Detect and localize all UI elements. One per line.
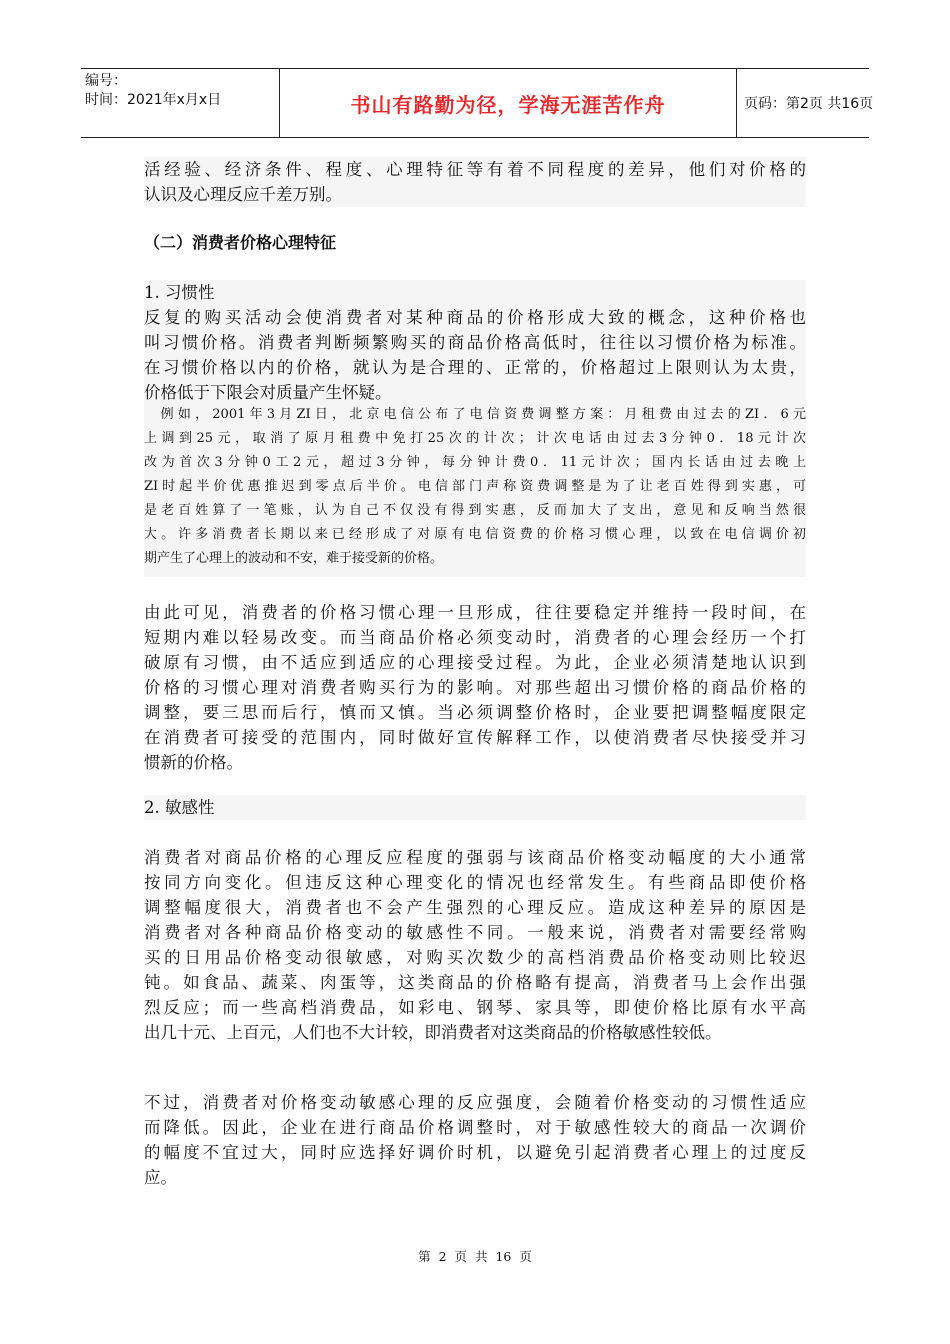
text-line: 认识及心理反应千差万别。 — [144, 185, 342, 204]
text-line: 按同方向变化。但违反这种心理变化的情况也经常发生。有些商品即使价格 — [144, 873, 806, 892]
text-line: 出几十元、上百元，人们也不大计较，即消费者对这类商品的价格敏感性较低。 — [144, 1023, 722, 1042]
text-line: 不过，消费者对价格变动敏感心理的反应强度，会随着价格变动的习惯性适应 — [144, 1093, 806, 1112]
text-line: 的幅度不宜过大，同时应选择好调价时机，以避免引起消费者心理上的过度反 — [144, 1143, 806, 1162]
text-line: 买的日用品价格变动很敏感，对购买次数少的高档消费品价格变动则比较迟 — [144, 948, 806, 967]
page-footer: 第 2 页 共 16 页 — [418, 1249, 532, 1264]
text-line: 烈反应；而一些高档消费品，如彩电、钢琴、家具等，即使价格比原有水平高 — [144, 998, 806, 1017]
page-header — [81, 68, 874, 138]
text-line: 钝。如食品、蔬菜、肉蛋等，这类商品的价格略有提高，消费者马上会作出强 — [144, 973, 806, 992]
text-line: 由此可见，消费者的价格习惯心理一旦形成，往往要稳定并维持一段时间，在 — [144, 603, 806, 622]
text-line: 期产生了心理上的波动和不安，难于接受新的价格。 — [144, 551, 444, 566]
text-line: 活经验、经济条件、程度、心理特征等有着不同程度的差异，他们对价格的 — [144, 160, 806, 179]
text-line: 消费者对各种商品价格变动的敏感性不同。一般来说，消费者对需要经常购 — [144, 923, 806, 942]
text-line: 破原有习惯，由不适应到适应的心理接受过程。为此，企业必须清楚地认识到 — [144, 653, 806, 672]
header-motto: 书山有路勤为径，学海无涯苦作舟 — [350, 92, 666, 117]
subsection-title-sensitivity: 2. 敏感性 — [144, 795, 806, 820]
subsection-title-habit: 1. 习惯性 — [144, 283, 215, 302]
habit-conclusion — [144, 600, 806, 775]
text-line: 惯新的价格。 — [144, 753, 243, 772]
text-line: 反复的购买活动会使消费者对某种商品的价格形成大致的概念，这种价格也 — [144, 308, 806, 327]
text-line: 消费者对商品价格的心理反应程度的强弱与该商品价格变动幅度的大小通常 — [144, 848, 806, 867]
text-line: 叫习惯价格。消费者判断频繁购买的商品价格高低时，往往以习惯价格为标准。 — [144, 333, 806, 352]
header-page-info: 页码：第2页 共16页 — [744, 96, 874, 112]
text-line: 上调到25元，取消了原月租费中免打25次的计次；计次电话由过去3分钟0．18元计次 — [144, 431, 806, 446]
text-line: 价格低于下限会对质量产生怀疑。 — [144, 383, 392, 402]
text-line: 在消费者可接受的范围内，同时做好宣传解释工作，以使消费者尽快接受并习 — [144, 728, 806, 747]
text-line: 大。许多消费者长期以来已经形成了对原有电信资费的价格习惯心理，以致在电信调价初 — [144, 527, 806, 542]
text-line: 在习惯价格以内的价格，就认为是合理的、正常的，价格超过上限则认为太贵， — [144, 358, 806, 377]
text-line: 改为首次3分钟0工2元，超过3分钟，每分钟计费0．11元计次；国内长话由过去晚上 — [144, 455, 806, 470]
sensitivity-paragraph — [144, 845, 806, 1045]
section-heading: （二）消费者价格心理特征 — [144, 233, 337, 252]
text-line: 例如，2001年3月ZI日，北京电信公布了电信资费调整方案：月租费由过去的ZI．6元 — [144, 407, 806, 422]
sensitivity-conclusion — [144, 1090, 806, 1190]
text-line: 应。 — [144, 1168, 177, 1187]
document-number-label: 编号： — [85, 73, 127, 89]
habit-section — [144, 280, 806, 405]
text-line: 调整，要三思而后行，慎而又慎。当必须调整价格时，企业要把调整幅度限定 — [144, 703, 806, 722]
text-line: ZI时起半价优惠推迟到零点后半价。电信部门声称资费调整是为了让老百姓得到实惠，可 — [144, 479, 806, 494]
document-date-label: 时间：2021年x月x日 — [85, 92, 222, 108]
telecom-example — [144, 403, 806, 577]
text-line: 价格的习惯心理对消费者购买行为的影响。对那些超出习惯价格的商品价格的 — [144, 678, 806, 697]
text-line: 是老百姓算了一笔账，认为自己不仅没有得到实惠，反而加大了支出，意见和反响当然很 — [144, 503, 806, 518]
text-line: 短期内难以轻易改变。而当商品价格必须变动时，消费者的心理会经历一个打 — [144, 628, 806, 647]
header-meta — [81, 69, 280, 137]
text-line: 而降低。因此，企业在进行商品价格调整时，对于敏感性较大的商品一次调价 — [144, 1118, 806, 1137]
header-motto-cell — [280, 69, 737, 137]
text-line: 调整幅度很大，消费者也不会产生强烈的心理反应。造成这种差异的原因是 — [144, 898, 806, 917]
intro-paragraph — [144, 157, 806, 207]
